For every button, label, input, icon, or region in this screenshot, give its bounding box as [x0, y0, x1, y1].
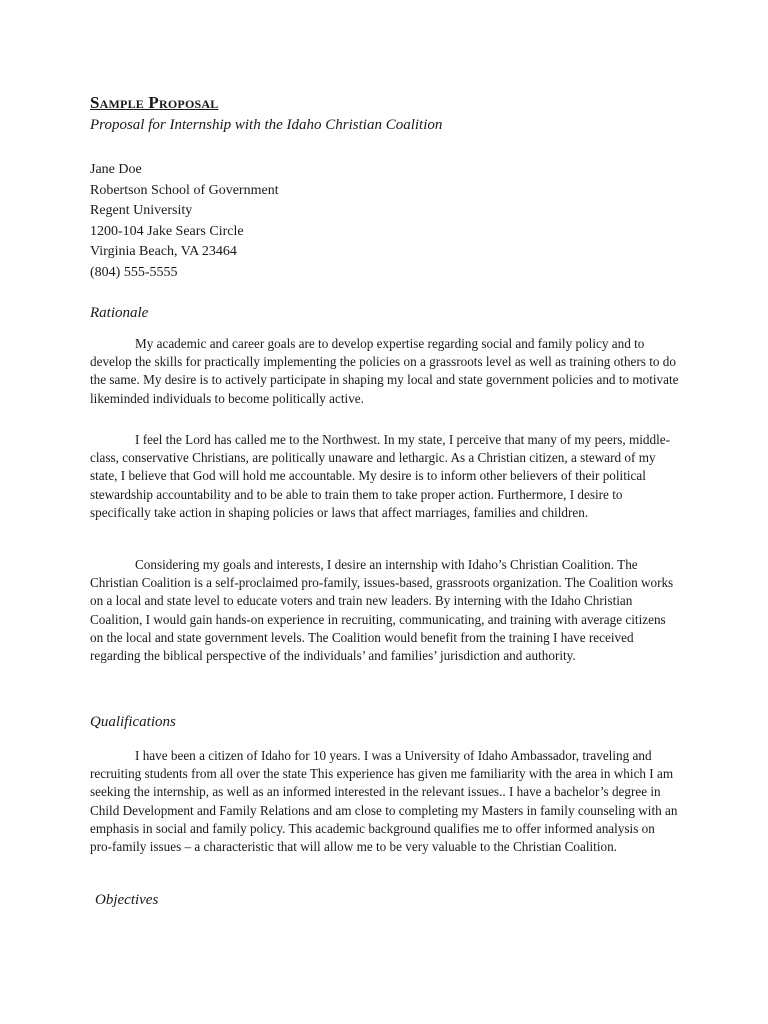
rationale-paragraph-3: Considering my goals and interests, I desire an internship with Idaho’s Christian Coalition. The Christian Coalition is a self-proclaimed pro-family, issues-based, grassroots organization. The Coalition works on a local and state level to educate voters and train new leaders. By interning with the Idaho Christian Coalition, I would gain hands-on experience in recruiting, communicating, and training with average citizens on the local and state government levels. The Coalition would benefit from the training I have received regarding the biblical perspective of the individuals’ and families’ jurisdiction and authority. — [90, 557, 674, 664]
rationale-heading: Rationale — [90, 305, 149, 321]
address-name: Jane Doe — [90, 162, 142, 177]
address-city: Virginia Beach, VA 23464 — [90, 244, 237, 260]
document-title: Sample Proposal — [90, 93, 219, 112]
document-subtitle: Proposal for Internship with the Idaho Christian Coalition — [90, 117, 443, 133]
address-street: 1200-104 Jake Sears Circle — [90, 223, 244, 239]
address-university: Regent University — [90, 203, 193, 219]
address-block — [90, 160, 279, 284]
address-school: Robertson School of Government — [90, 182, 279, 198]
rationale-paragraph-1: My academic and career goals are to develop expertise regarding social and family policy and to develop the skills for practically implementing the policies on a grassroots level as well as training others to do the same. My desire is to actively participate in shaping my local and state government policies and to motivate likeminded individuals to become politically active. — [90, 336, 679, 406]
address-phone: (804) 555-5555 — [90, 264, 178, 280]
objectives-heading: Objectives — [95, 892, 159, 908]
qualifications-paragraph-1: I have been a citizen of Idaho for 10 years. I was a University of Idaho Ambassador, traveling and recruiting students from all over the state This experience has given me familiarity with the area in which I am seeking the internship, as well as an informed interested in the relevant issues.. I have a bachelor’s degree in Child Development and Family Relations and am close to completing my Masters in family counseling with an emphasis in social and family policy. This academic background qualifies me to offer informed analysis on pro-family issues – a characteristic that will allow me to be very valuable to the Christian Coalition. — [90, 748, 678, 855]
rationale-paragraph-2: I feel the Lord has called me to the Northwest. In my state, I perceive that many of my peers, middle-class, conservative Christians, are politically unaware and lethargic. As a Christian citizen, a steward of my state, I believe that God will hold me accountable. My desire is to inform other believers of their political stewardship accountability and to be able to train them to take proper action. Furthermore, I desire to specifically take action in shaping policies or laws that affect marriages, families and children. — [90, 432, 671, 520]
qualifications-heading: Qualifications — [90, 714, 176, 730]
